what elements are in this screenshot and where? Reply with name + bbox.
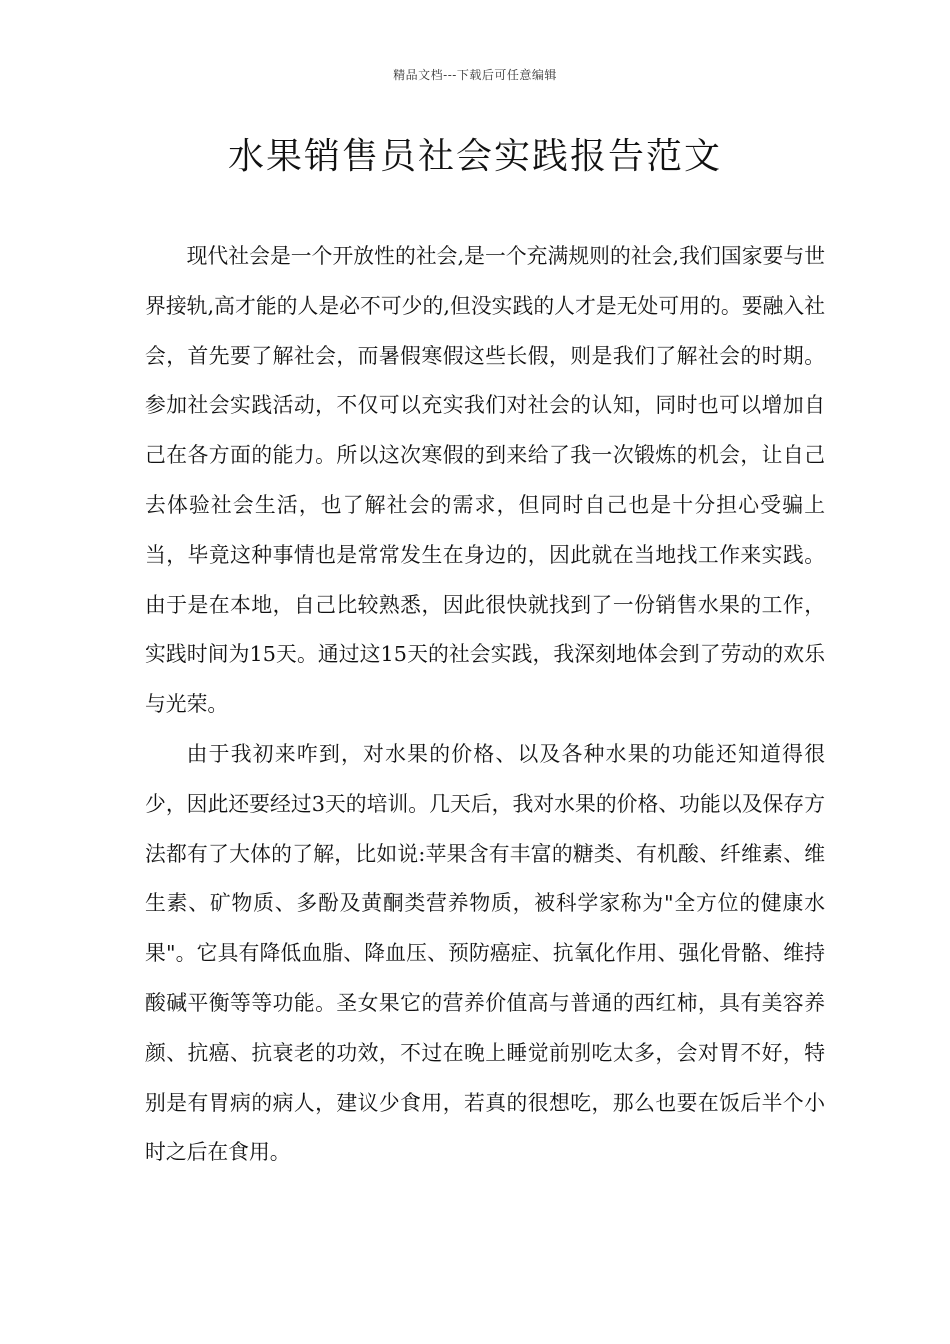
document-title: 水果销售员社会实践报告范文 <box>227 136 722 177</box>
header-note: 精品文档---下载后可任意编辑 <box>393 68 557 82</box>
body-paragraph: 现代社会是一个开放性的社会,是一个充满规则的社会,我们国家要与世界接轨,高才能的人是必不可少的,但没实践的人才是无处可用的。要融入社会，首先要了解社会，而暑假寒假这些长假，则是我们了解社会的时期。参加社会实践活动，不仅可以充实我们对社会的认知，同时也可以增加自己在各方面的能力。所以这次寒假的到来给了我一次锻炼的机会，让自己去体验社会生活，也了解社会的需求，但同时自己也是十分担心受骗上当，毕竟这种事情也是常常发生在身边的，因此就在当地找工作来实践。由于是在本地，自己比较熟悉，因此很快就找到了一份销售水果的工作，实践时间为15天。通过这15天的社会实践，我深刻地体会到了劳动的欢乐与光荣。 <box>145 244 825 717</box>
body-paragraph: 由于我初来咋到，对水果的价格、以及各种水果的功能还知道得很少，因此还要经过3天的培训。几天后，我对水果的价格、功能以及保存方法都有了大体的了解，比如说:苹果含有丰富的糖类、有机酸、纤维素、维生素、矿物质、多酚及黄酮类营养物质，被科学家称为"全方位的健康水果"。它具有降低血脂、降血压、预防癌症、抗氧化作用、强化骨骼、维持酸碱平衡等等功能。圣女果它的营养价值高与普通的西红柿，具有美容养颜、抗癌、抗衰老的功效，不过在晚上睡觉前别吃太多，会对胃不好，特别是有胃病的病人，建议少食用，若真的很想吃，那么也要在饭后半个小时之后在食用。 <box>145 741 825 1165</box>
document-body <box>145 232 825 1178</box>
